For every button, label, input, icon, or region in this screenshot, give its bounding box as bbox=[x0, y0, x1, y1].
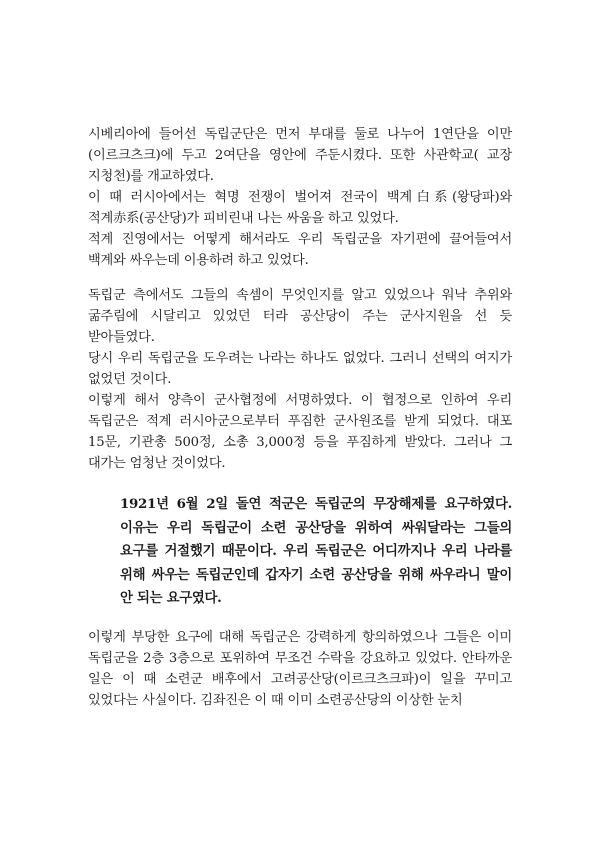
paragraph-accepting-aid: 독립군 측에서도 그들의 속셈이 무엇인지를 알고 있었으나 워낙 추위와 굶주림에 시달리고 있었던 터라 공산당이 주는 군사지원을 선 듯 받아들였다. bbox=[88, 288, 512, 345]
paragraph-no-choice: 당시 우리 독립군을 도우려는 나라는 하나도 없었다. 그러니 선택의 여지가 없었던 것이다. bbox=[88, 351, 512, 387]
paragraph-military-agreement: 이렇게 해서 양측이 군사협정에 서명하였다. 이 협정으로 인하여 우리 독립군은 적계 러시아군으로부터 푸짐한 군사원조를 받게 되었다. 대포 15문, 기관총 500정, 소총 3,000정 등을 푸짐하게 받았다. 그러나 그 대가는 엄청난 것이었다. bbox=[88, 393, 512, 471]
paragraph-red-army-plan: 적계 진영에서는 어떻게 해서라도 우리 독립군을 자기편에 끌어들여서 백계와 싸우는데 이용하려 하고 있었다. bbox=[88, 232, 512, 268]
paragraph-protest: 이렇게 부당한 요구에 대해 독립군은 강력하게 항의하였으나 그들은 이미 독립군을 2층 3층으로 포위하여 무조건 수락을 강요하고 있었다. 안타까운 일은 이 때 소련군 배후에서 고려공산당(이르크츠크파)이 일을 꾸미고 있었다는 사실이다. 김좌진은 이 때 이미 소련공산당의 이상한 눈치 bbox=[88, 630, 512, 708]
quote-disarmament-demand: 1921년 6월 2일 돌연 적군은 독립군의 무장해제를 요구하였다. 이유는 우리 독립군이 소련 공산당을 위하여 싸워달라는 그들의 요구를 거절했기 때문이다. 우리 독립군은 어디까지나 우리 나라를 위해 싸우는 독립군인데 갑자기 소련 공산당을 위해 싸우라니 말이 안 되는 요구였다. bbox=[120, 496, 512, 607]
paragraph-russian-civil-war: 이 때 러시아에서는 혁명 전쟁이 벌어져 전국이 백계白系(왕당파)와 적계赤系(공산당)가 피비린내 나는 싸움을 하고 있었다. bbox=[88, 190, 512, 226]
paragraph-siberia-army: 시베리아에 들어선 독립군단은 먼저 부대를 둘로 나누어 1연단을 이만(이르크츠크)에 두고 2여단을 영안에 주둔시켰다. 또한 사관학교( 교장 지청천)를 개교하였다. bbox=[88, 127, 512, 184]
